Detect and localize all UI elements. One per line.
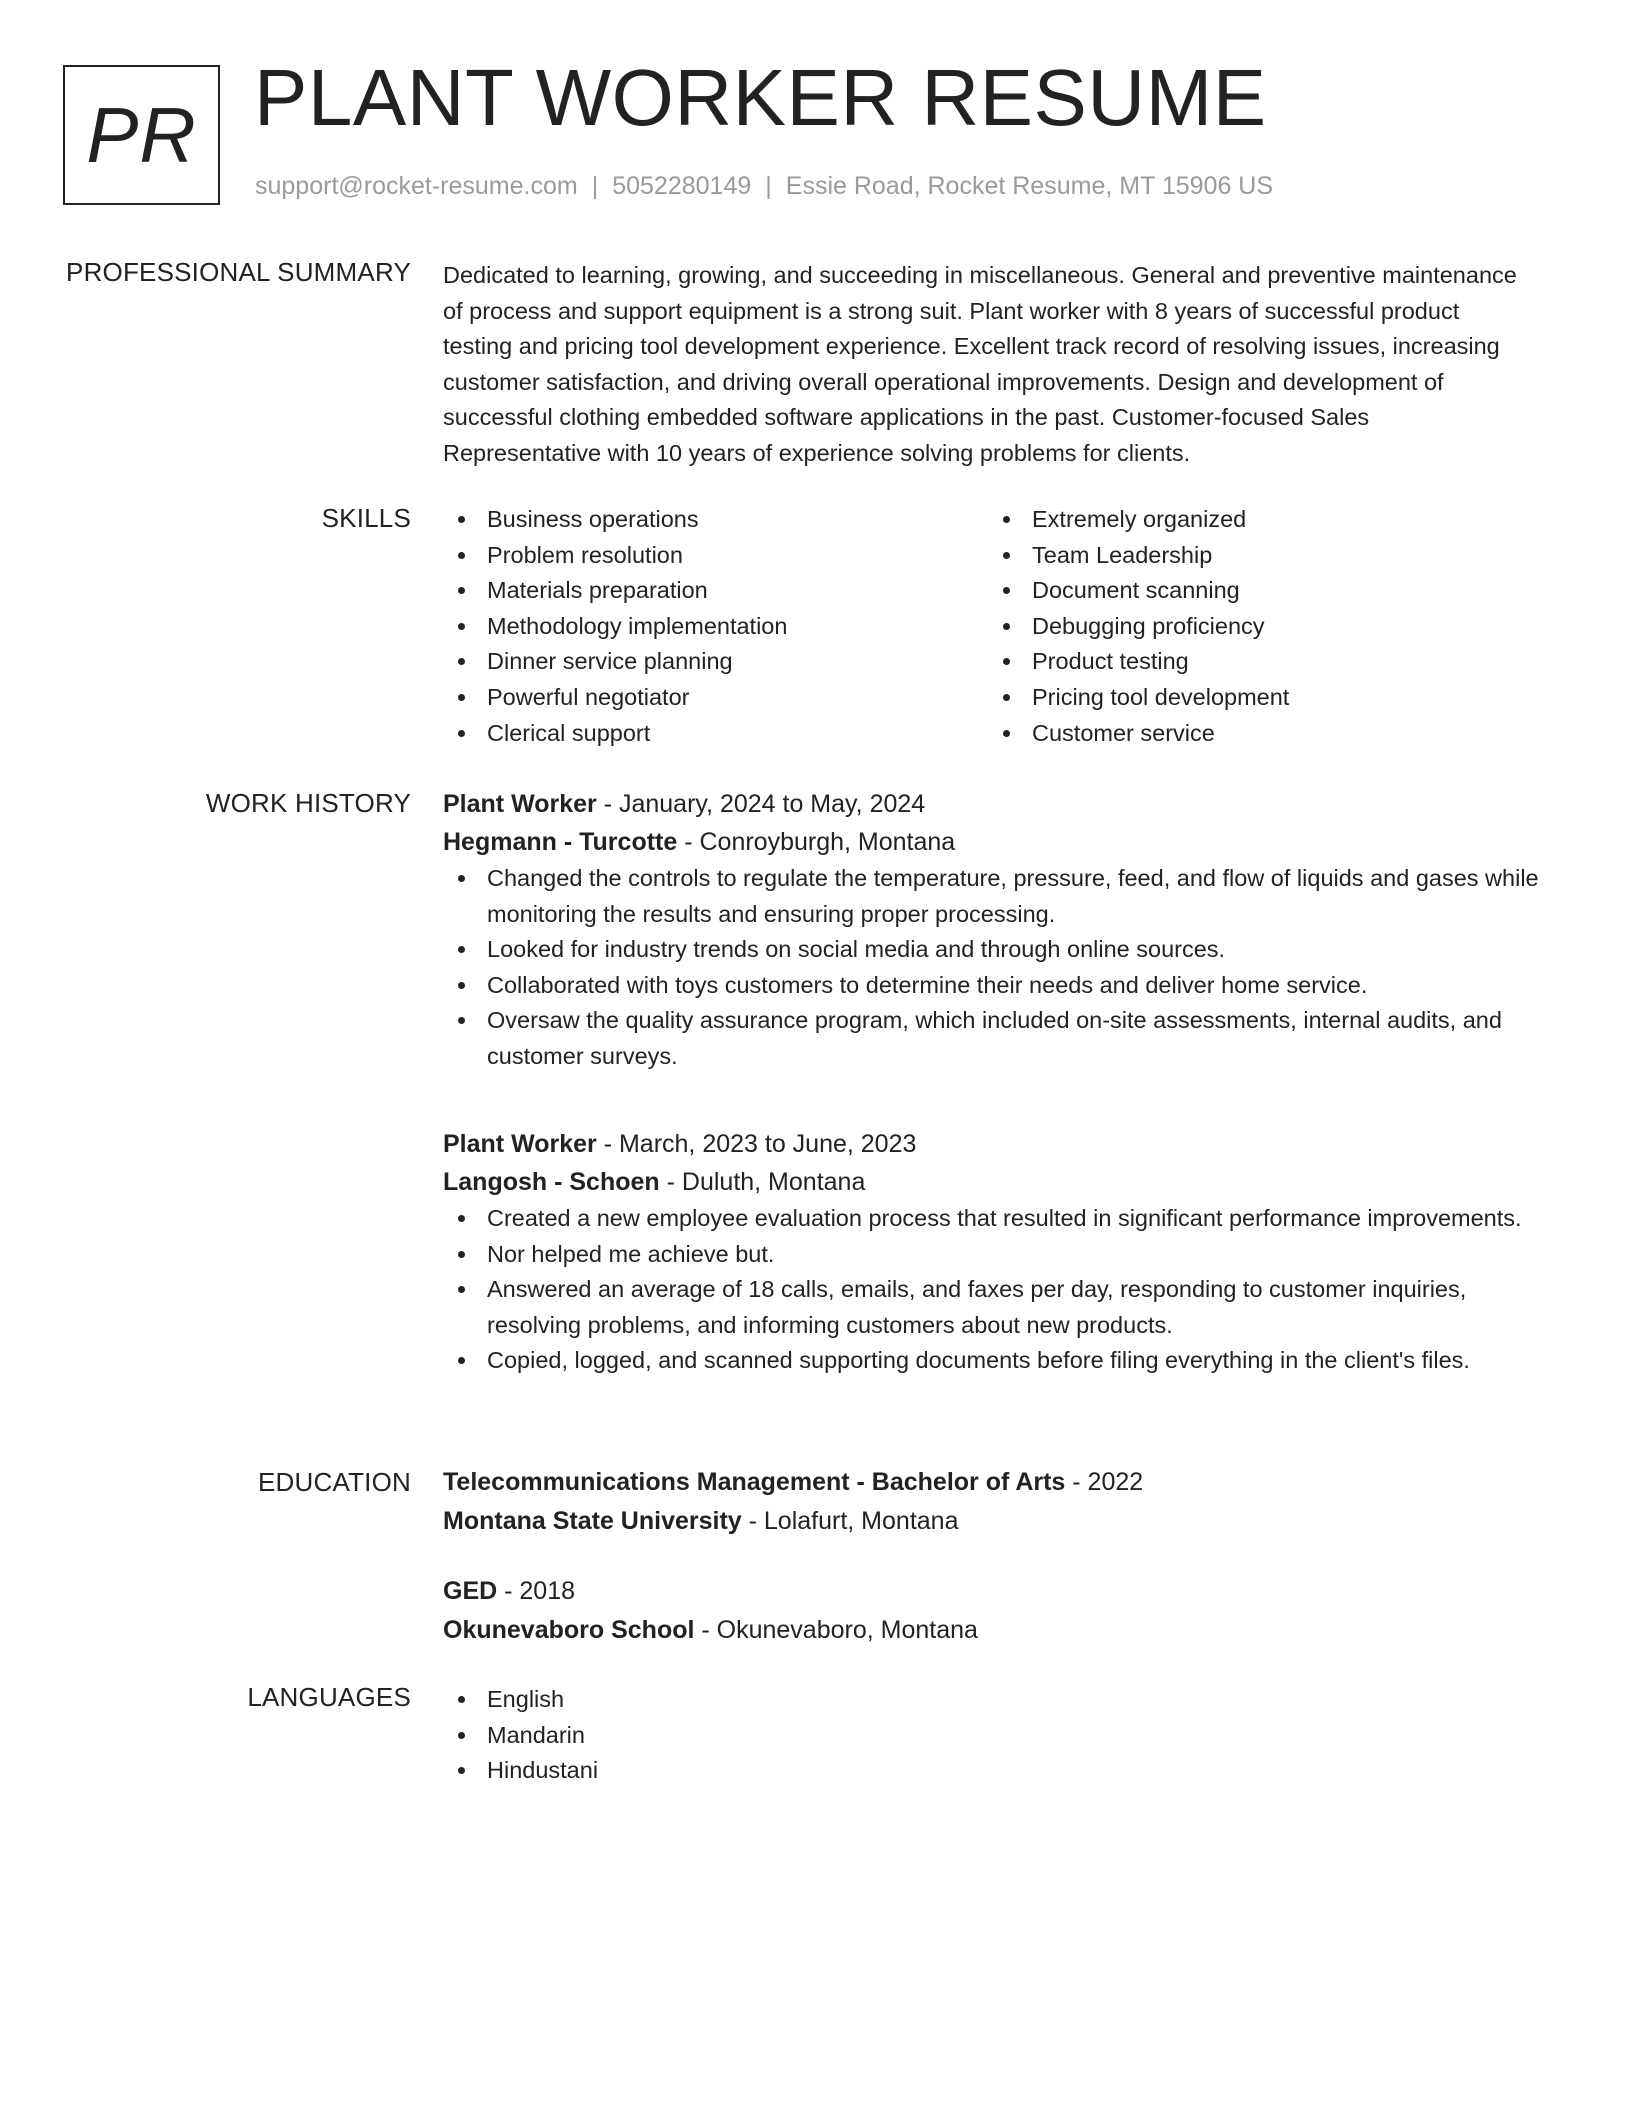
- contact-phone: 5052280149: [612, 172, 752, 200]
- skill-item: Team Leadership: [988, 538, 1533, 574]
- language-item: English: [443, 1682, 1563, 1718]
- languages-list: [443, 1682, 1563, 1789]
- language-item: Mandarin: [443, 1718, 1563, 1754]
- education-location: - Lolafurt, Montana: [741, 1507, 959, 1535]
- skill-item: Extremely organized: [988, 502, 1533, 538]
- job-company-line: [443, 1163, 1563, 1201]
- job-title-line: [443, 1125, 1563, 1163]
- education-school: Okunevaboro School: [443, 1616, 695, 1644]
- skill-item: Customer service: [988, 716, 1533, 752]
- education-degree: GED: [443, 1577, 498, 1605]
- skill-item: Clerical support: [443, 716, 988, 752]
- monogram-initials: PR: [86, 90, 197, 179]
- job-entry: [443, 1125, 1563, 1379]
- skill-item: Powerful negotiator: [443, 680, 988, 716]
- job-bullet: Changed the controls to regulate the temperature, pressure, feed, and flow of liquids and gases while monitoring the results and ensuring proper processing.: [443, 861, 1563, 932]
- job-title: Plant Worker: [443, 790, 597, 818]
- job-bullet: Oversaw the quality assurance program, which included on-site assessments, internal audits, and customer surveys.: [443, 1003, 1563, 1074]
- skills-column-right: [988, 502, 1533, 751]
- job-title: Plant Worker: [443, 1130, 597, 1158]
- education-degree-line: [443, 1463, 1563, 1502]
- job-bullet: Copied, logged, and scanned supporting documents before filing everything in the client's files.: [443, 1343, 1563, 1379]
- skills-list: [443, 502, 1563, 751]
- skills-column-left: [443, 502, 988, 751]
- education-location: - Okunevaboro, Montana: [694, 1616, 978, 1644]
- summary-text: Dedicated to learning, growing, and succeeding in miscellaneous. General and preventive maintenance of process and support equipment is a strong suit. Plant worker with 8 years of successful product testing and pricing tool development experience. Excellent track record of resolving issues, increasing customer satisfaction, and driving overall operational improvements. Design and development of successful clothing embedded software applications in the past. Customer-focused Sales Representative with 10 years of experience solving problems for clients.: [443, 262, 1517, 466]
- resume-title: PLANT WORKER RESUME: [254, 53, 1267, 142]
- skill-item: Document scanning: [988, 573, 1533, 609]
- job-company-line: [443, 823, 1563, 861]
- job-title-line: [443, 785, 1563, 823]
- job-location: - Conroyburgh, Montana: [677, 828, 956, 856]
- skill-item: Dinner service planning: [443, 644, 988, 680]
- skill-item: Methodology implementation: [443, 609, 988, 645]
- job-location: - Duluth, Montana: [659, 1168, 866, 1196]
- job-bullet: Answered an average of 18 calls, emails, and faxes per day, responding to customer inquiries, resolving problems, and informing customers about new products.: [443, 1272, 1563, 1343]
- education-school-line: [443, 1611, 1563, 1650]
- job-bullets: [443, 1201, 1563, 1379]
- skill-item: Pricing tool development: [988, 680, 1533, 716]
- education-degree-line: [443, 1572, 1563, 1611]
- education-school: Montana State University: [443, 1507, 742, 1535]
- education-entry: [443, 1463, 1563, 1541]
- section-label-education: EDUCATION: [258, 1467, 411, 1497]
- languages-list-wrap: [443, 1682, 1563, 1789]
- education-entry: [443, 1572, 1563, 1650]
- language-item: Hindustani: [443, 1753, 1563, 1789]
- education-degree: Telecommunications Management - Bachelor of Arts: [443, 1468, 1066, 1496]
- job-company: Hegmann - Turcotte: [443, 828, 678, 856]
- job-entry: [443, 785, 1563, 1075]
- contact-separator: |: [765, 172, 772, 200]
- skill-item: Business operations: [443, 502, 988, 538]
- skill-item: Debugging proficiency: [988, 609, 1533, 645]
- contact-line: [255, 172, 1273, 201]
- job-bullets: [443, 861, 1563, 1075]
- monogram-box: [63, 65, 220, 205]
- contact-separator: |: [591, 172, 599, 200]
- skill-item: Materials preparation: [443, 573, 988, 609]
- section-label-skills: SKILLS: [321, 503, 411, 533]
- education-year: - 2018: [497, 1577, 576, 1605]
- job-bullet: Looked for industry trends on social media and through online sources.: [443, 932, 1563, 968]
- job-bullet: Created a new employee evaluation process that resulted in significant performance improvements.: [443, 1201, 1563, 1237]
- contact-email: support@rocket-resume.com: [255, 172, 578, 200]
- job-dates: - January, 2024 to May, 2024: [596, 790, 926, 818]
- job-company: Langosh - Schoen: [443, 1168, 660, 1196]
- skill-item: Product testing: [988, 644, 1533, 680]
- education-school-line: [443, 1502, 1563, 1541]
- education-year: - 2022: [1065, 1468, 1144, 1496]
- section-label-work-history: WORK HISTORY: [205, 788, 411, 818]
- skill-item: Problem resolution: [443, 538, 988, 574]
- section-label-languages: LANGUAGES: [247, 1682, 411, 1712]
- contact-address: Essie Road, Rocket Resume, MT 15906 US: [785, 172, 1274, 200]
- section-label-summary: PROFESSIONAL SUMMARY: [66, 257, 411, 287]
- job-dates: - March, 2023 to June, 2023: [596, 1130, 917, 1158]
- job-bullet: Nor helped me achieve but.: [443, 1237, 1563, 1273]
- job-bullet: Collaborated with toys customers to determine their needs and deliver home service.: [443, 968, 1563, 1004]
